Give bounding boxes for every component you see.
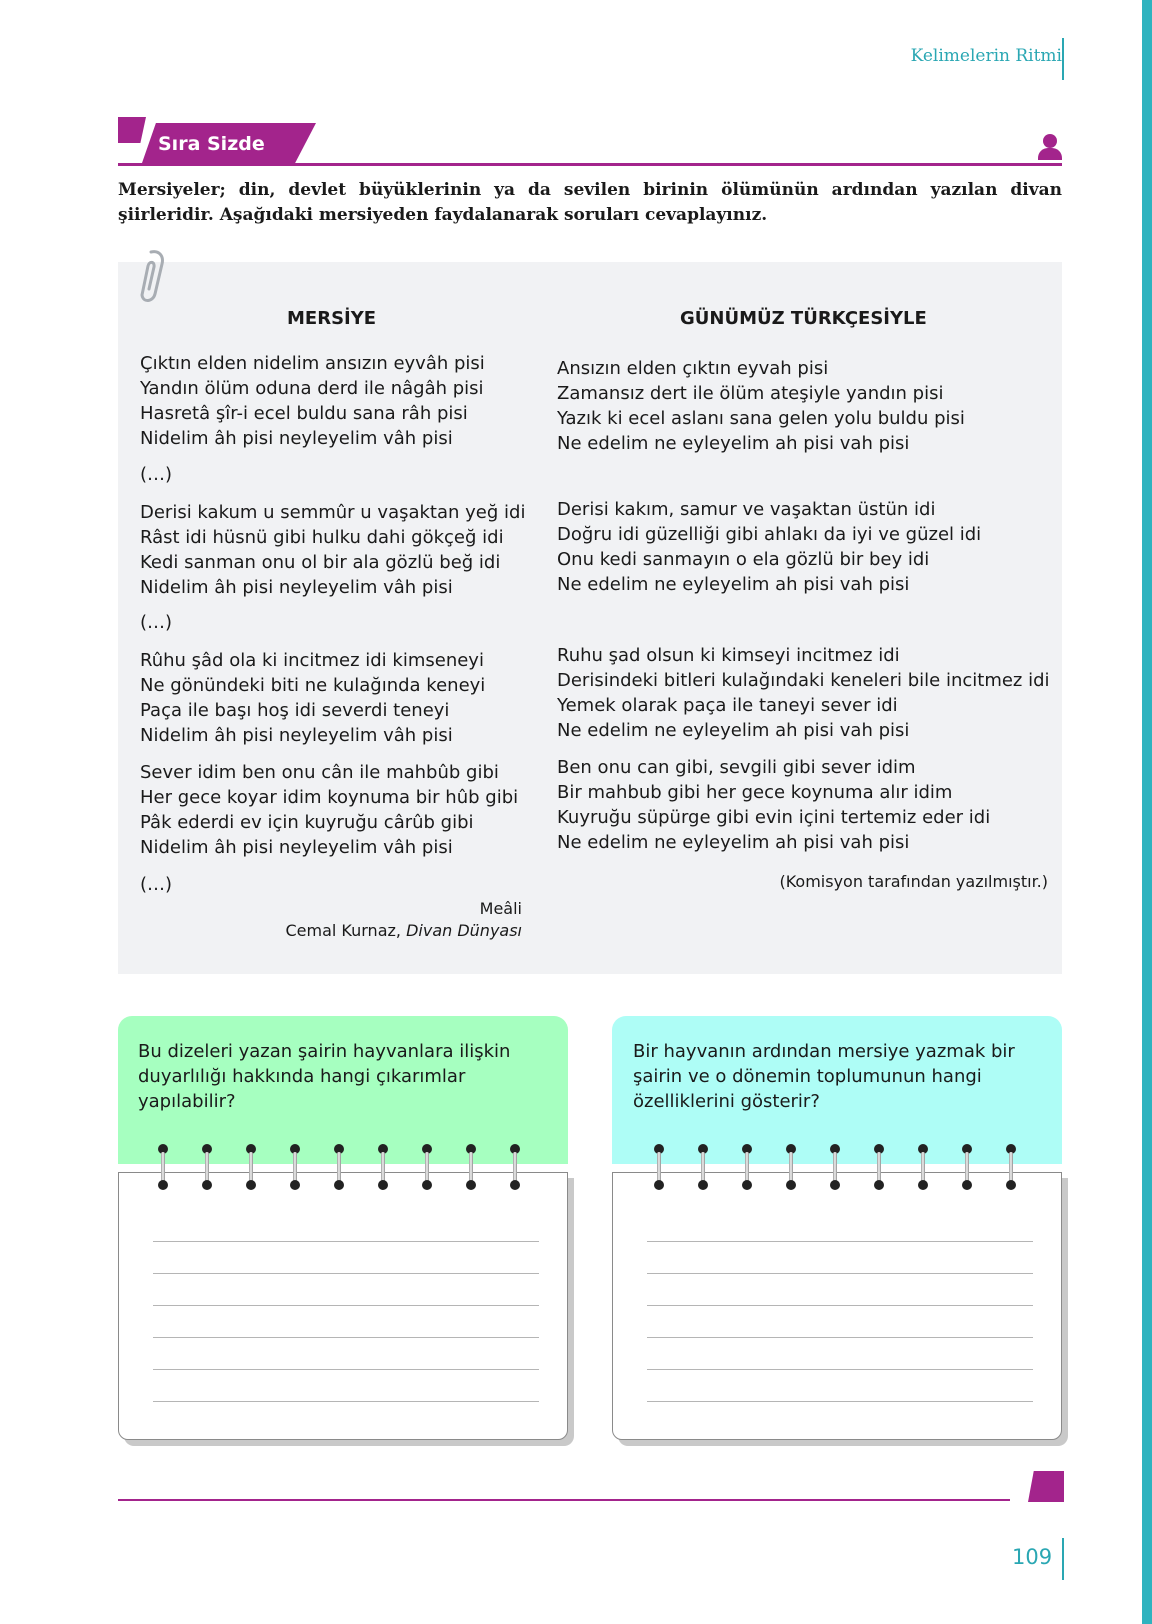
question-2-text: Bir hayvanın ardından mersiye yazmak bir şairin ve o dönemin toplumunun hangi özelliklerini gösterir? — [633, 1041, 1015, 1112]
original-stanza — [140, 760, 518, 860]
spiral-ring — [918, 1144, 928, 1190]
footer-rule — [118, 1499, 1010, 1501]
verse-line: Ruhu şad olsun ki kimseyi incitmez idi — [557, 645, 900, 666]
modern-stanza — [557, 643, 1050, 743]
original-stanza — [140, 648, 485, 748]
spiral-ring — [786, 1144, 796, 1190]
spiral-ring — [830, 1144, 840, 1190]
writing-line — [647, 1241, 1033, 1242]
spiral-ring — [698, 1144, 708, 1190]
spiral-ring — [1006, 1144, 1016, 1190]
writing-line — [153, 1305, 539, 1306]
verse-line: Nidelim âh pisi neyleyelim vâh pisi — [140, 428, 453, 449]
person-icon — [1038, 134, 1062, 160]
verse-line: Derisindeki bitleri kulağındaki keneleri bile incitmez idi — [557, 670, 1050, 691]
intro-text: Mersiyeler; din, devlet büyüklerinin ya da sevilen birinin ölümünün ardından yazılan divan şiirleridir. Aşağıdaki mersiyeden faydalanarak soruları cevaplayınız. — [118, 180, 1062, 225]
writing-line — [153, 1337, 539, 1338]
verse-line: Kedi sanman onu ol bir ala gözlü beğ idi — [140, 552, 501, 573]
verse-line: Zamansız dert ile ölüm ateşiyle yandın pisi — [557, 383, 944, 404]
source-book: Divan Dünyası — [406, 921, 522, 940]
verse-line: Sever idim ben onu cân ile mahbûb gibi — [140, 762, 499, 783]
verse-line: Bir mahbub gibi her gece koynuma alır idim — [557, 782, 953, 803]
verse-line: Hasretâ şîr-i ecel buldu sana râh pisi — [140, 403, 468, 424]
spiral-ring — [378, 1144, 388, 1190]
spiral-ring — [422, 1144, 432, 1190]
writing-line — [647, 1369, 1033, 1370]
writing-line — [647, 1305, 1033, 1306]
verse-line: Nidelim âh pisi neyleyelim vâh pisi — [140, 837, 453, 858]
spiral-ring — [742, 1144, 752, 1190]
spiral-ring — [202, 1144, 212, 1190]
footer-tab — [1028, 1471, 1064, 1502]
writing-line — [153, 1401, 539, 1402]
chapter-title: Kelimelerin Ritmi — [910, 46, 1062, 66]
verse-line: Rûhu şâd ola ki incitmez idi kimseneyi — [140, 650, 484, 671]
verse-line: Ben onu can gibi, sevgili gibi sever idim — [557, 757, 916, 778]
spiral-ring — [874, 1144, 884, 1190]
poem-title-modern: GÜNÜMÜZ TÜRKÇESİYLE — [680, 308, 927, 329]
verse-line: Çıktın elden nidelim ansızın eyvâh pisi — [140, 353, 485, 374]
answer-notebook-2[interactable] — [612, 1172, 1062, 1440]
verse-line: Kuyruğu süpürge gibi evin içini tertemiz eder idi — [557, 807, 991, 828]
original-stanza — [140, 500, 525, 600]
omission-mark: (…) — [140, 612, 173, 633]
verse-line: Derisi kakum u semmûr u vaşaktan yeğ idi — [140, 502, 526, 523]
verse-line: Pâk ederdi ev için kuyruğu cârûb gibi — [140, 812, 474, 833]
verse-line: Onu kedi sanmayın o ela gözlü bir bey idi — [557, 549, 930, 570]
spiral-ring — [466, 1144, 476, 1190]
section-rule — [118, 163, 1062, 166]
spiral-ring — [158, 1144, 168, 1190]
writing-line — [647, 1401, 1033, 1402]
spiral-ring — [334, 1144, 344, 1190]
verse-line: Derisi kakım, samur ve vaşaktan üstün idi — [557, 499, 936, 520]
verse-line: Doğru idi güzelliği gibi ahlakı da iyi ve güzel idi — [557, 524, 982, 545]
page-edge-bar — [1142, 0, 1152, 1624]
verse-line: Ne gönündeki biti ne kulağında keneyi — [140, 675, 486, 696]
verse-line: Ne edelim ne eyleyelim ah pisi vah pisi — [557, 720, 910, 741]
source-citation — [200, 921, 522, 940]
spiral-ring — [290, 1144, 300, 1190]
spiral-ring — [510, 1144, 520, 1190]
writing-line — [153, 1273, 539, 1274]
question-1-text: Bu dizeleri yazan şairin hayvanlara ilişkin duyarlılığı hakkında hangi çıkarımlar yapılabilir? — [138, 1041, 511, 1112]
page-number: 109 — [1012, 1545, 1053, 1569]
verse-line: Yandın ölüm oduna derd ile nâgâh pisi — [140, 378, 484, 399]
original-stanza — [140, 351, 485, 451]
verse-line: Ansızın elden çıktın eyvah pisi — [557, 358, 829, 379]
verse-line: Râst idi hüsnü gibi hulku dahi gökçeğ idi — [140, 527, 504, 548]
spiral-ring — [962, 1144, 972, 1190]
section-label: Sıra Sizde — [158, 133, 265, 155]
verse-line: Ne edelim ne eyleyelim ah pisi vah pisi — [557, 832, 910, 853]
modern-stanza — [557, 497, 981, 597]
page-number-rule — [1062, 1538, 1064, 1580]
source-author: Cemal Kurnaz, — [285, 921, 407, 940]
translation-source: (Komisyon tarafından yazılmıştır.) — [779, 872, 1048, 891]
verse-line: Paça ile başı hoş idi severdi teneyi — [140, 700, 450, 721]
verse-line: Ne edelim ne eyleyelim ah pisi vah pisi — [557, 433, 910, 454]
modern-stanza — [557, 356, 965, 456]
verse-line: Nidelim âh pisi neyleyelim vâh pisi — [140, 577, 453, 598]
spiral-ring — [654, 1144, 664, 1190]
spiral-ring — [246, 1144, 256, 1190]
writing-line — [647, 1337, 1033, 1338]
answer-notebook-1[interactable] — [118, 1172, 568, 1440]
writing-line — [153, 1369, 539, 1370]
verse-line: Ne edelim ne eyleyelim ah pisi vah pisi — [557, 574, 910, 595]
paperclip-icon — [133, 248, 167, 306]
header-rule — [1062, 38, 1064, 80]
writing-line — [647, 1273, 1033, 1274]
writing-line — [153, 1241, 539, 1242]
verse-line: Yemek olarak paça ile taneyi sever idi — [557, 695, 898, 716]
source-label: Meâli — [479, 899, 522, 918]
banner-tab — [118, 117, 146, 143]
omission-mark: (…) — [140, 874, 173, 895]
omission-mark: (…) — [140, 464, 173, 485]
verse-line: Yazık ki ecel aslanı sana gelen yolu buldu pisi — [557, 408, 965, 429]
modern-stanza — [557, 755, 990, 855]
poem-title-original: MERSİYE — [287, 308, 377, 329]
verse-line: Nidelim âh pisi neyleyelim vâh pisi — [140, 725, 453, 746]
verse-line: Her gece koyar idim koynuma bir hûb gibi — [140, 787, 519, 808]
